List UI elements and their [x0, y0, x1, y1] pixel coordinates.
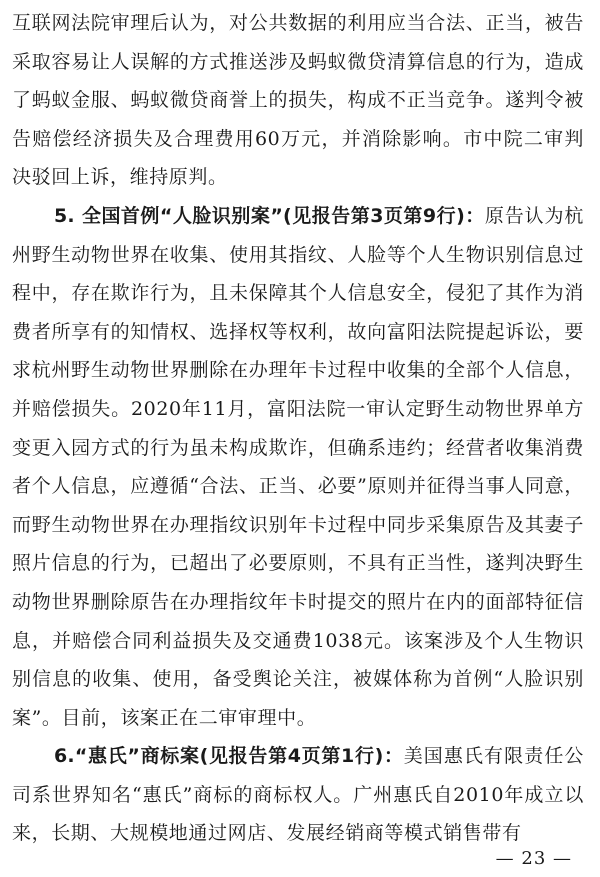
item-5-heading: 5. 全国首例“人脸识别案”(见报告第3页第9行)： [54, 204, 485, 227]
page-number: — 23 — [495, 848, 572, 869]
item-6-body: 美国惠氏有限责任公司系世界知名“惠氏”商标的商标权人。广州惠氏自2010年成立以来，长期、大规模地通过网店、发展经销商等模式销售带有 [12, 745, 585, 845]
paragraph-item-5 [12, 197, 584, 737]
item-6-heading: 6.“惠氏”商标案(见报告第4页第1行)： [54, 745, 404, 768]
item-5-body: 原告认为杭州野生动物世界在收集、使用其指纹、人脸等个人生物识别信息过程中，存在欺诈行为，且未保障其个人信息安全，侵犯了其作为消费者所享有的知情权、选择权等权利，故向富阳法院提起诉讼，要求杭州野生动物世界删除在办理年卡过程中收集的全部个人信息，并赔偿损失。2020年11月，富阳法院一审认定野生动物世界单方变更入园方式的行为虽未构成欺诈，但确系违约；经营者收集消费者个人信息，应遵循“合法、正当、必要”原则并征得当事人同意，而野生动物世界在办理指纹识别年卡过程中同步采集原告及其妻子照片信息的行为，已超出了必要原则，不具有正当性，遂判决野生动物世界删除原告在办理指纹年卡时提交的照片在内的面部特征信息，并赔偿合同利益损失及交通费1038元。该案涉及个人生物识别信息的收集、使用，备受舆论关注，被媒体称为首例“人脸识别案”。目前，该案正在二审审理中。 [12, 204, 584, 729]
paragraph-item-6 [12, 737, 584, 853]
paragraph-continuation: 互联网法院审理后认为，对公共数据的利用应当合法、正当，被告采取容易让人误解的方式推送涉及蚂蚁微贷清算信息的行为，造成了蚂蚁金服、蚂蚁微贷商誉上的损失，构成不正当竞争。遂判令被告赔偿经济损失及合理费用60万元，并消除影响。市中院二审判决驳回上诉，维持原判。 [12, 12, 584, 189]
